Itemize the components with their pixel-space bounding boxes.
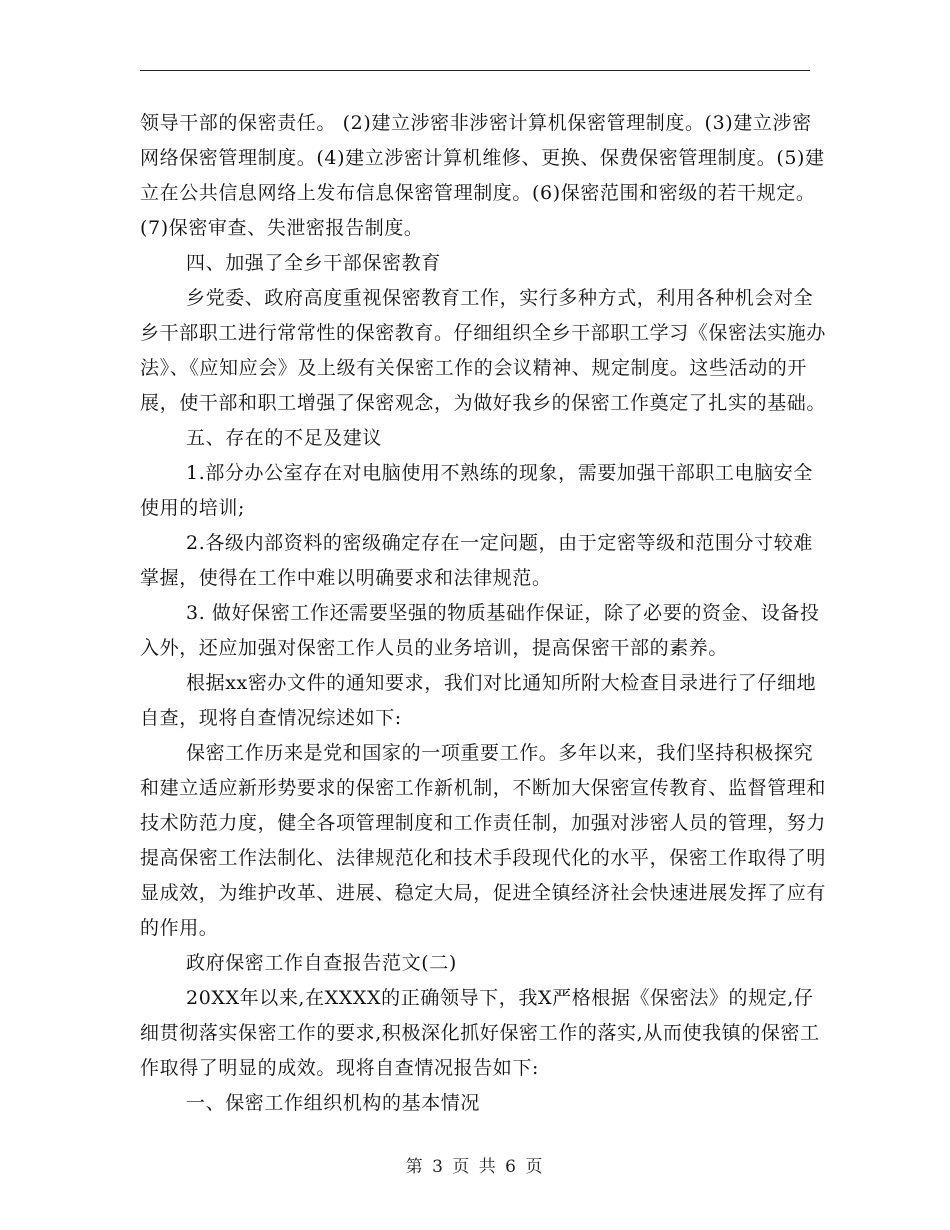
paragraph: 根据xx密办文件的通知要求，我们对比通知所附大检查目录进行了仔细地自查，现将自查情况综述如下: <box>140 672 817 729</box>
section-heading: 四、加强了全乡干部保密教育 <box>186 252 441 274</box>
list-item: 2.各级内部资料的密级确定存在一定问题，由于定密等级和范围分寸较难掌握，使得在工作中难以明确要求和法律规范。 <box>140 532 813 589</box>
section-heading: 一、保密工作组织机构的基本情况 <box>186 1092 481 1114</box>
paragraph: 保密工作历来是党和国家的一项重要工作。多年以来，我们坚持积极探究和建立适应新形势要求的保密工作新机制，不断加大保密宣传教育、监督管理和技术防范力度，健全各项管理制度和工作责任制，加强对涉密人员的管理，努力提高保密工作法制化、法律规范化和技术手段现代化的水平，保密工作取得了明显成效，为维护改革、进展、稳定大局，促进全镇经济社会快速进展发挥了应有的作用。 <box>140 742 827 939</box>
paragraph: 20XX年以来,在XXXX的正确领导下，我X严格根据《保密法》的规定,仔细贯彻落实保密工作的要求,积极深化抓好保密工作的落实,从而使我镇的保密工作取得了明显的成效。现将自查情况报告如下: <box>140 987 820 1079</box>
page-number: 第 3 页 共 6 页 <box>405 1157 545 1177</box>
paragraph: 乡党委、政府高度重视保密教育工作，实行多种方式，利用各种机会对全乡干部职工进行常常性的保密教育。仔细组织全乡干部职工学习《保密法实施办法》、《应知应会》及上级有关保密工作的会议精神、规定制度。这些活动的开展，使干部和职工增强了保密观念，为做好我乡的保密工作奠定了扎实的基础。 <box>140 287 827 414</box>
page-footer <box>0 1152 950 1177</box>
list-item: 1.部分办公室存在对电脑使用不熟练的现象，需要加强干部职工电脑安全使用的培训; <box>140 462 813 519</box>
header-rule <box>140 70 810 71</box>
section-heading: 五、存在的不足及建议 <box>186 427 383 449</box>
document-subtitle: 政府保密工作自查报告范文(二) <box>186 952 457 974</box>
list-item: 3. 做好保密工作还需要坚强的物质基础作保证，除了必要的资金、设备投入外，还应加强对保密工作人员的业务培训，提高保密干部的素养。 <box>140 602 820 659</box>
paragraph: 领导干部的保密责任。 (2)建立涉密非涉密计算机保密管理制度。(3)建立涉密网络保密管理制度。(4)建立涉密计算机维修、更换、保费保密管理制度。(5)建立在公共信息网络上发布信息保密管理制度。(6)保密范围和密级的若干规定。(7)保密审查、失泄密报告制度。 <box>140 112 825 239</box>
document-body <box>140 106 830 1121</box>
